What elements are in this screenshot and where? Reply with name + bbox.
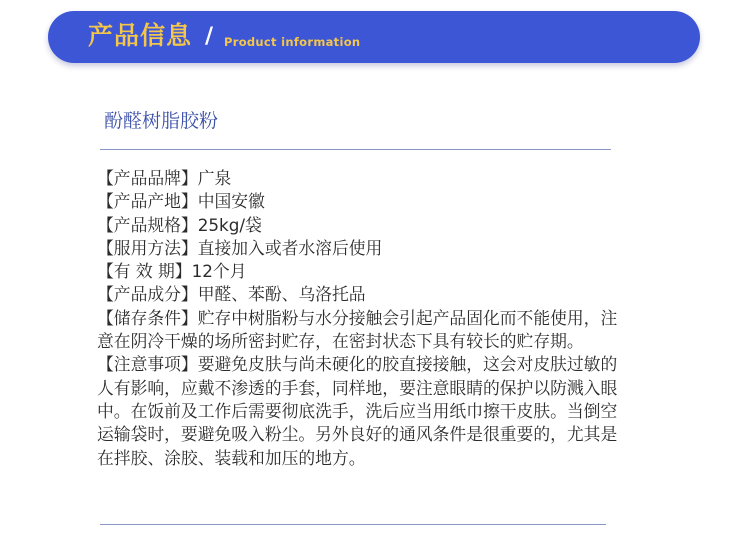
divider-top	[100, 149, 611, 150]
info-label: 【产品成分】	[97, 284, 198, 305]
info-label: 【服用方法】	[97, 237, 198, 258]
product-name: 酚醛树脂胶粉	[104, 110, 219, 132]
info-label: 【产品品牌】	[97, 168, 198, 188]
product-info-list	[97, 167, 619, 470]
info-label: 【注意事项】	[97, 354, 198, 375]
info-value: 25kg/袋	[197, 214, 262, 235]
info-label: 【储存条件】	[97, 307, 198, 328]
info-value: 直接加入或者水溶后使用	[197, 237, 383, 258]
info-value: 广泉	[197, 168, 232, 188]
info-label: 【产品规格】	[97, 214, 198, 235]
info-usage	[97, 237, 619, 260]
info-value: 中国安徽	[197, 191, 265, 212]
section-banner	[48, 11, 700, 63]
info-value: 甲醛、苯酚、乌洛托品	[197, 284, 366, 305]
banner-slash: /	[205, 24, 214, 49]
banner-title: 产品信息	[88, 21, 193, 50]
banner-subtitle: Product information	[224, 35, 361, 49]
info-value: 要避免皮肤与尚未硬化的胶直接接触，这会对皮肤过敏的人有影响，应戴不渗透的手套，同样地，要注意眼睛的保护以防溅入眼中。在饭前及工作后需要彻底洗手，洗后应当用纸巾擦干皮肤。当倒空运输袋时，要避免吸入粉尘。另外良好的通风条件是很重要的，尤其是在拌胶、涂胶、装载和加压的地方。	[97, 354, 618, 468]
info-ingredients	[97, 283, 619, 306]
info-brand	[97, 167, 619, 190]
info-storage	[97, 307, 619, 354]
info-value: 12个月	[191, 261, 247, 282]
info-value: 贮存中树脂粉与水分接触会引起产品固化而不能使用，注意在阴冷干燥的场所密封贮存，在密封状态下具有较长的贮存期。	[97, 307, 618, 352]
info-shelf-life	[97, 260, 619, 283]
info-spec	[97, 214, 619, 237]
info-origin	[97, 190, 619, 213]
info-precautions	[97, 353, 619, 469]
divider-bottom	[100, 524, 606, 525]
info-label: 【产品产地】	[97, 191, 198, 212]
info-label: 【有 效 期】	[97, 261, 192, 282]
